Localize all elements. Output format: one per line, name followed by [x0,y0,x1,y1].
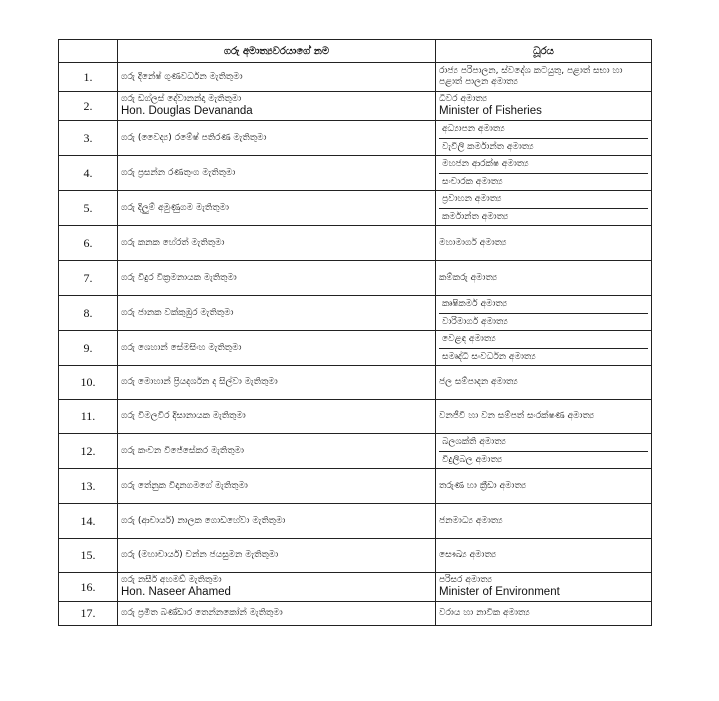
portfolio-item: අධ්‍යාපන අමාත්‍ය [442,124,505,134]
minister-name-sinhala: ගරු ශෙහාන් සේමසිංහ මැතිතුමා [121,342,242,353]
row-number: 11. [59,400,118,434]
header-row [59,40,652,63]
row-number: 12. [59,434,118,469]
portfolio-item: බලශක්ති අමාත්‍ය [442,437,506,447]
portfolio-cell [436,573,652,602]
minister-name-sinhala: ගරු ප්‍රසන්න රණතුංග මැතිතුමා [121,167,236,178]
row-number: 3. [59,121,118,156]
portfolio-cell [436,539,652,573]
row-number: 16. [59,573,118,602]
portfolio-cell [436,331,652,366]
portfolio-item: කෘෂිකර්ම අමාත්‍ය [442,299,508,309]
portfolio-english: Minister of Environment [439,586,560,598]
row-number: 6. [59,226,118,261]
portfolio-cell [436,121,652,156]
table-row [59,191,652,226]
portfolio-cell [436,366,652,400]
portfolio-item: රාජ්‍ය පරිපාලන, ස්වදේශ කටයුතු, පළාත් සභා හා පළාත් පාලන අමාත්‍ය [439,66,623,87]
minister-name-sinhala: ගරු තේනුක විදානගමගේ මැතිතුමා [121,480,248,491]
minister-name [118,296,436,331]
minister-name [118,366,436,400]
minister-name [118,92,436,121]
portfolio-english: Minister of Fisheries [439,105,542,117]
row-number: 9. [59,331,118,366]
portfolio-cell [436,156,652,191]
minister-name-sinhala: ගරු නසීර් අහමඩ් මැතිතුමා [121,575,222,585]
minister-name-english: Hon. Douglas Devananda [121,105,253,117]
portfolio-item: සෞඛ්‍ය අමාත්‍ය [439,550,497,560]
table-row [59,226,652,261]
minister-name-sinhala: ගරු (වෛද්‍ය) රමේෂ් පතිරණ මැතිතුමා [121,132,267,143]
portfolio-item: ජනමාධ්‍ය අමාත්‍ය [439,515,503,526]
row-number: 14. [59,504,118,539]
minister-name [118,400,436,434]
table-row [59,92,652,121]
table-row [59,156,652,191]
portfolio-cell [436,261,652,296]
row-number: 17. [59,602,118,626]
row-number: 1. [59,63,118,92]
minister-name-sinhala: ගරු ජානක වක්කුඹුර මැතිතුමා [121,307,234,318]
minister-name-sinhala: ගරු ප්‍රමිත බණ්ඩාර තෙන්නකෝන් මැතිතුමා [121,608,283,618]
portfolio-item: ප්‍රවාහන අමාත්‍ය [442,194,502,204]
header-name: ගරු අමාත්‍යවරයාගේ නම [118,40,436,63]
portfolio-cell [436,602,652,626]
minister-name-sinhala: ගරු මොහාන් ප්‍රියදර්ශන ද සිල්වා මැතිතුමා [121,377,278,387]
portfolio-cell [436,400,652,434]
minister-name-sinhala: ගරු (ආචාර්ය) නාලක ගොඩහේවා මැතිතුමා [121,515,286,526]
portfolio-item: සංචාරක අමාත්‍ය [439,173,648,190]
portfolio-item: මහජන ආරක්ෂ අමාත්‍ය [442,159,529,169]
row-number: 13. [59,469,118,504]
portfolio-cell [436,63,652,92]
table-row [59,331,652,366]
minister-name [118,434,436,469]
table-row [59,602,652,626]
minister-name-sinhala: ගරු විදුර වික්‍රමනායක මැතිතුමා [121,272,237,283]
table-row [59,296,652,331]
header-number [59,40,118,63]
portfolio-cell [436,191,652,226]
row-number: 10. [59,366,118,400]
portfolio-item: ධීවර අමාත්‍ය [439,94,488,104]
minister-name [118,602,436,626]
minister-name-sinhala: ගරු (මහාචාර්ය) චන්න ජයසුමන මැතිතුමා [121,550,279,560]
row-number: 8. [59,296,118,331]
table-body [59,63,652,626]
portfolio-item: තරුණ හා ක්‍රීඩා අමාත්‍ය [439,480,527,491]
table-row [59,261,652,296]
minister-name [118,261,436,296]
minister-name [118,573,436,602]
portfolio-item: වැවිලි කර්මාන්ත අමාත්‍ය [439,138,648,155]
minister-name-sinhala: ගරු දිලුම් අමුණුගම මැතිතුමා [121,202,229,213]
minister-name [118,226,436,261]
portfolio-cell [436,504,652,539]
minister-name-sinhala: ගරු දිනේෂ් ගුණවර්ධන මැතිතුමා [121,71,243,82]
minister-name [118,469,436,504]
row-number: 4. [59,156,118,191]
table-row [59,400,652,434]
minister-name-sinhala: ගරු විමලවීර දිසානායක මැතිතුමා [121,411,246,421]
minister-name [118,331,436,366]
portfolio-cell [436,296,652,331]
minister-name-english: Hon. Naseer Ahamed [121,586,231,598]
table-row [59,469,652,504]
portfolio-item: කම්කරු අමාත්‍ය [439,272,498,283]
table-row [59,434,652,469]
minister-name [118,63,436,92]
header-portfolio: ධූරය [436,40,652,63]
table-row [59,539,652,573]
minister-name [118,504,436,539]
row-number: 15. [59,539,118,573]
portfolio-item: මහාමාර්ග අමාත්‍ය [439,237,507,248]
portfolio-cell [436,469,652,504]
row-number: 2. [59,92,118,121]
minister-name-sinhala: ගරු කංචන විජේසේකර මැතිතුමා [121,445,244,456]
minister-name [118,121,436,156]
portfolio-cell [436,92,652,121]
minister-name [118,191,436,226]
portfolio-cell [436,226,652,261]
row-number: 7. [59,261,118,296]
portfolio-item: සමෘද්ධි සංවර්ධන අමාත්‍ය [439,348,648,365]
minister-name-sinhala: ගරු කනක හේරත් මැතිතුමා [121,237,225,248]
portfolio-item: කර්මාන්ත අමාත්‍ය [439,208,648,225]
portfolio-item: වරාය හා නාවික අමාත්‍ය [439,608,530,618]
portfolio-item: වාරිමාර්ග අමාත්‍ය [439,313,648,330]
table-row [59,366,652,400]
row-number: 5. [59,191,118,226]
table-row [59,573,652,602]
portfolio-item: වෙළඳ අමාත්‍ය [442,334,496,344]
portfolio-cell [436,434,652,469]
minister-name [118,539,436,573]
portfolio-item: ජල සම්පාදන අමාත්‍ය [439,377,518,387]
ministers-table [58,39,652,626]
table-row [59,504,652,539]
table-row [59,63,652,92]
portfolio-item: වනජීවී හා වන සම්පත් සංරක්ෂණ අමාත්‍ය [439,411,595,421]
minister-name-sinhala: ගරු ඩග්ලස් දේවානන්දා මැතිතුමා [121,94,242,104]
table-row [59,121,652,156]
minister-name [118,156,436,191]
portfolio-item: විදුලිබල අමාත්‍ය [439,451,648,468]
portfolio-item: පරිසර අමාත්‍ය [439,575,493,585]
